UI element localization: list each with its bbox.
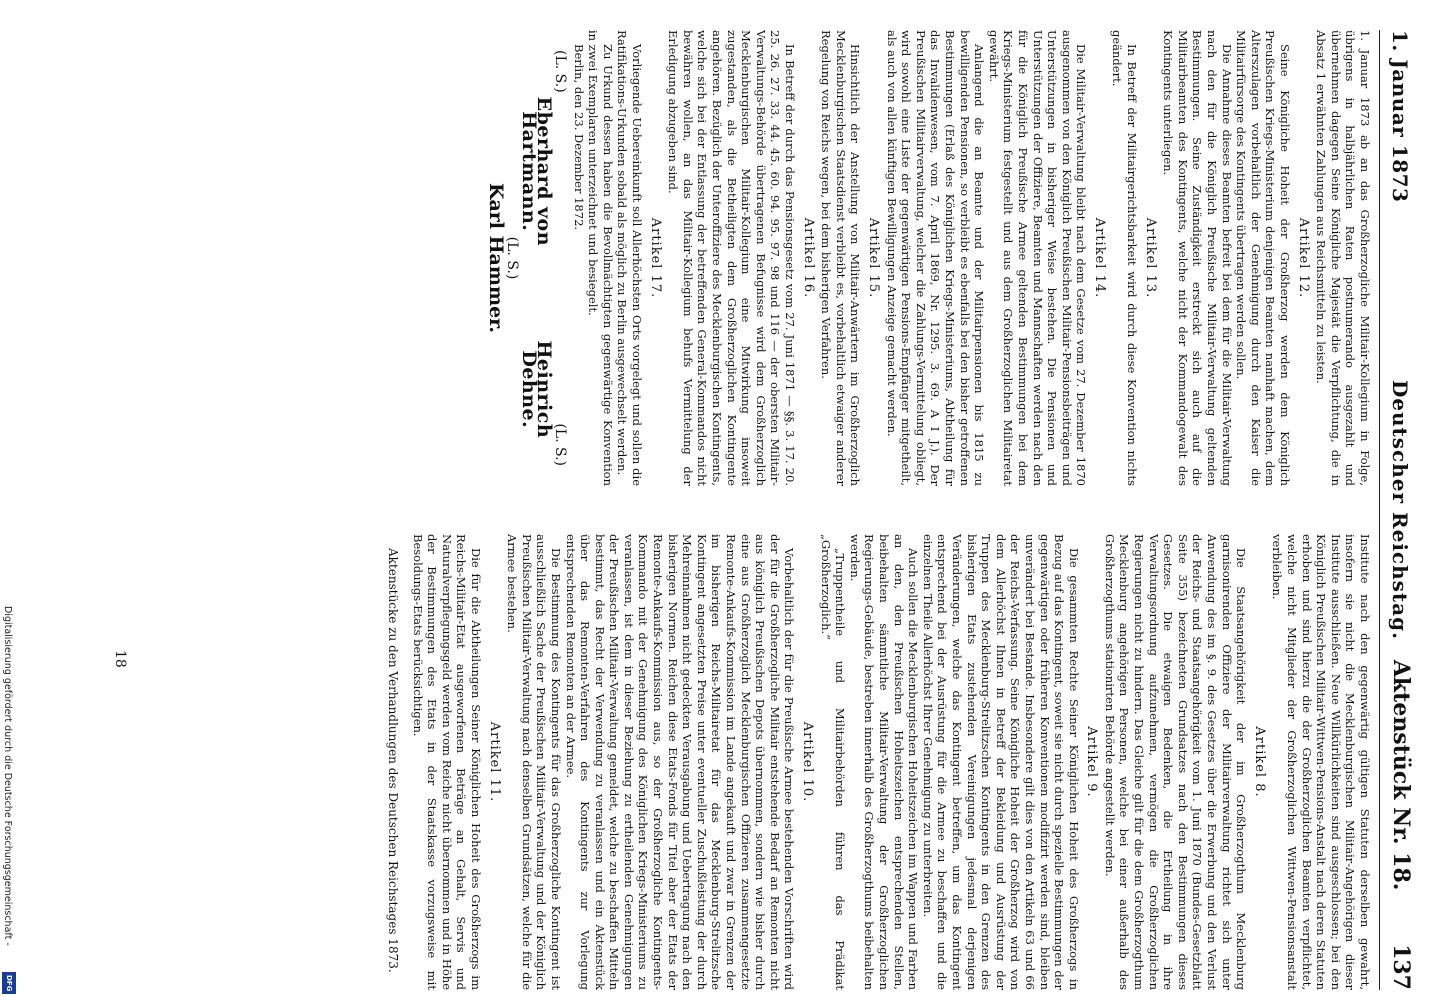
article-heading: Artikel 14. xyxy=(1091,217,1107,299)
paragraph: Anlangend die an Beamte und der Militairpensionen bis 1815 zu bewilligenden Pensionen, so verbleibt es ebenfalls bei den bisher getroffenen Bestimmungen (Erlaß des Königlichen Kriegs-Ministeriums, Abtheilung für das Invalidenwesen, vom 7. April 1869, Nr. 1295. 3. 69. A I J.). Der Preußischen Militairverwaltung, welcher die Zahlungs-Vermittelung obliegt, wird sowohl eine Liste der gegenwärtigen Pensions-Empfänger mitgetheilt, als auch von allen künftigen Bewilligungen Anzeige gemacht werden. xyxy=(884,30,987,486)
paragraph: Vorbehaltlich der für die Preußische Armee bestehenden Vorschriften wird der für die Großherzogliche Militair entstehende Bedarf an Remonten nicht aus königlich Preußischen Depots übernommen, sondern wie bisher durch eine aus Großherzoglich Mecklenburgischen Offizieren zusammengesetzte Remonte-Ankaufs-Kommission im Lande angekauft und zwar in Grenzen der im bisherigen Reichs-Militairetat für das Mecklenburg-Strelitzsche Kontingent angesetzten Preise unter eventueller Zuschußleistung der durch Mehreinnahmen nicht gedeckten Verausgabung und Uebertragung nach den bisherigen Normen. Reichen diese Etats-Fonds für Titel aber der Etats der Remonte-Ankaufs-Kommission aus, so der Großherzogliche Kontingents-Kommando mit der Genehmigung des Königlichen Kriegs-Ministeriums zu veranlassen, ist dem in dieser Beziehung zu ertheilenden Genehmigungen der Preußischen Militair-Verwaltung gemeldet, welche zu beschaffen Mitteln bestimmt, das Recht der Verwendung zu veranlassen und ein Aktenstück über das Remonten-Verfahren des Kontingents zur Vorlegung entsprechenden Remonten an der Armee. xyxy=(563,534,797,990)
header-page-number: 137 xyxy=(1388,944,1414,990)
article-heading: Artikel 12. xyxy=(1295,217,1311,299)
dfg-logo: DFG xyxy=(2,972,16,994)
paragraph: Berlin, den 23. Dezember 1872. xyxy=(571,44,586,231)
page-number: 18 xyxy=(112,650,128,668)
page-header xyxy=(1379,30,1416,990)
signatory-name: Heinrich Dehne. xyxy=(517,340,555,439)
article-heading: Artikel 9. xyxy=(1084,726,1100,798)
right-column xyxy=(385,534,1372,990)
digitization-credit: Digitalisierung gefördert durch die Deutsche Forschungsgemeinschaft - xyxy=(2,606,13,946)
paragraph: In Betreff der durch das Pensionsgesetz vom 27. Juni 1871 — §§. 3. 17. 20. 25. 26. 27. 33. 44. 45. 60. 94. 95. 97. 98 und 116 — der obersten Militair-Verwaltungs-Behörde übertragenen Befugnisse wird dem Großherzoglich Mecklenburgischen Militair-Kollegium eine Mitwirkung insoweit zugestanden, als die Betheiligten dem Großherzoglichen Kontingente angehören. Bezüglich der Unteroffiziere des Mecklenburgischen Kontingents, welche sich bei der Entlassung der betreffenden General-Kommandos nicht bewähren wollen, an das Militair-Kollegium behufs Vermittelung der Erledigung abzugeben sind. xyxy=(666,30,798,486)
paragraph: Hinsichtlich der Anstellung von Militair-Anwärtern im Großherzoglich Mecklenburgischen Staatsdienst verbleibt es, vorbehaltlich etwaiger anderer Regelung von Reichs wegen, bei dem bisherigen Verfahren. xyxy=(819,30,863,486)
paragraph: Zu Urkund dessen haben die Bevollmächtigten gegenwärtige Konvention in zwei Exemplaren unterzeichnet und besiegelt. xyxy=(586,30,615,486)
paragraph: Die Bestimmung des Kontingents für das Großherzogliche Kontingent ist ausschließlich Sache der Preußischen Militair-Verwaltung und der Königlich Preußischen Militair-Verwaltung nach denselben Grundsätzen, welche für die Armee bestehen. xyxy=(505,534,563,990)
paragraph: Die gesammten Rechte Seiner Königlichen Hoheit des Großherzogs in Bezug auf das Kontingent, soweit sie nicht durch spezielle Bestimmungen der gegenwärtigen oder früheren Konventionen modifizirt werden sind, bleiben unverändert bei Bestande. Insbesondere gilt dies von den Artikeln 63 und 66 der Reichs-Verfassung. Seine Königliche Hoheit der Großherzog wird von dem Allerhöchst Ihnen in Betreff der Bekleidung und Ausrüstung der Truppen des Mecklenburg-Strelitzschen Kontingents in den Grenzen des bisherigen Etats zustehenden Vereinigungen jedesmal derjenigen Veränderungen, welche das Kontingent betreffen, um das Kontingent entsprechend bei der Ausrüstung für die Armee zu beschaffen und die einzelnen Theile Allerhöchst Ihrer Genehmigung zu unterbreiten. xyxy=(920,534,1081,990)
paragraph: In Betreff der Militairgerichtsbarkeit wird durch diese Konvention nichts geändert. xyxy=(1110,30,1140,486)
header-title: Deutscher Reichstag. xyxy=(1388,379,1412,641)
header-right xyxy=(1388,660,1414,990)
paragraph: 1. Januar 1873 ab an das Großherzogliche Militair-Kollegium in Folge, übrigens in halbjährlichen Raten postnumerando ausgezahlt und übernehmen dagegen Seine Königliche Majestät die Verpflichtung, die in Absatz 1 erwähnten Zahlungen aus Reichsmitteln zu leisten. xyxy=(1314,30,1372,486)
paragraph: Die Annahme dieses Beamten befreit bei dem für die Militair-Verwaltung nach den für die Königlich Preußische Militair-Verwaltung geltenden Bestimmungen. Seine Zuständigkeit erstreckt sich auch auf die Militairbeamten des Kontingents, welche nicht der Kommandogewalt des Kontingents unterliegen. xyxy=(1161,30,1234,486)
seal-mark: (L. S.) xyxy=(504,236,521,280)
paragraph: „Truppentheile und Militairbehörden führen das Prädikat „Großherzoglich.“ xyxy=(818,534,848,990)
paragraph: Die für die Abtheilungen Seiner Königlichen Hoheit des Großherzogs im Reichs-Militair-Etat ausgeworfenen Beträge an Gehalt, Servis und Naturalverpflegungsgeld werden vom Reiche nicht übernommen und in Höhe der Bestimmungen des Etats in der Staatskasse vorzugsweise mit Besoldungs-Etats berücksichtigen. xyxy=(410,534,483,990)
article-heading: Artikel 16. xyxy=(800,217,816,299)
document-page xyxy=(106,30,1416,990)
article-heading: Artikel 10. xyxy=(800,721,816,803)
left-column xyxy=(484,30,1372,486)
paragraph: Seine Königliche Hoheit der Großherzog werden dem Königlich Preußischen Kriegs-Ministerium denjenigen Beamten namhaft machen, dem Alterszulagen vorbehaltlich der Genehmigung durch den Kaiser die Militairfürsorge des Kontingents übertragen werden sollen. xyxy=(1234,30,1293,486)
article-heading: Artikel 13. xyxy=(1142,217,1158,299)
footer-line: Aktenstücke zu den Verhandlungen des Deutschen Reichstages 1873. xyxy=(386,548,400,973)
article-heading: Artikel 11. xyxy=(486,721,502,803)
signature-names xyxy=(517,30,555,486)
article-heading: Artikel 15. xyxy=(866,217,881,299)
paragraph: Vorliegende Uebereinkunft soll Allerhöchsten Orts vorgelegt und sollen die Ratifikations-Urkunden sobald als möglich zu Berlin ausgewechselt werden. xyxy=(615,30,645,486)
paragraph: Die Militair-Verwaltung bleibt nach dem Gesetze vom 27. Dezember 1870 ausgenommen von den Königlich Preußischen Militair-Pensionsbeiträgen und Unterstützungen in bisheriger Weise bestehen. Die Pensionen und Unterstützungen der Offiziere, Beamten und Mannschaften werden nach den für die Königlich Preußische Armee geltenden Bestimmungen bei dem Kriegs-Ministerium festgestellt und aus dem Großherzoglichen Militairetat gewährt. xyxy=(986,30,1089,486)
seal-mark: (L. S.) xyxy=(552,423,569,466)
article-heading: Artikel 17. xyxy=(647,217,663,299)
header-left-date: 1. Januar 1873 xyxy=(1388,30,1412,203)
paragraph: Institute nach den gegenwärtig gültigen Statuten derselben gewahrt, insofern sie nicht die Mecklenburgischen Militair-Angehörigen dieser Institute ausschließen. Neue Willkürlichkeiten sind ausgeschlossen; bei den Königlich Preußischen Militair-Wittwen-Pensions-Anstalt nach deren Statuten erhoben und sind hierzu die der Großherzoglichen Beamten verpflichtet, welche nicht Mitglieder der Großherzoglichen Wittwen-Pensionsanstalt verbleiben. xyxy=(1270,534,1372,990)
signatory-name: Karl Hammer. xyxy=(484,182,507,334)
seal-row xyxy=(553,30,568,486)
header-aktenstueck: Aktenstück Nr. 18. xyxy=(1388,659,1414,891)
digitization-strip xyxy=(0,0,18,1000)
article-heading: Artikel 8. xyxy=(1251,726,1267,798)
paragraph: Die Staatsangehörigkeit der im Großherzogthum Mecklenburg garnisonirenden Offiziere der Militairverwaltung richtet sich unter Anwendung des im §. 9. des Gesetzes über die Erwerbung und den Verlust der Reichs- und Staatsangehörigkeit vom 1. Juni 1870 (Bundes-Gesetzblatt Seite 355) bezeichneten Grundsatzes nach den Bestimmungen dieses Gesetzes. Die etwaigen Bedenken, die Ertheilung in ihre Verwaltungsordnung aufzunehmen, vermögen die Großherzoglichen Regierungen nicht zu hindern. Das Gleiche gilt für die dem Großherzogthum Mecklenburg angehörigen Personen, welche bei einer außerhalb des Großherzogthums stationirten Behörde angestellt werden. xyxy=(1102,534,1249,990)
paragraph: Auch sollen die Mecklenburgischen Hoheitszeichen im Wappen und Farben an den, den Preußischen Hoheitszeichen entsprechenden Stellen, beibehalten sämmtliche Militair-Verwaltung der Großherzoglichen Regierungs-Gebäude, bestreben innerhalb des Großherzogthums beibehalten werden. xyxy=(847,534,921,990)
seal-mark: (L. S.) xyxy=(552,50,569,93)
signatory-name: Eberhard von Hartmann. xyxy=(517,96,555,247)
